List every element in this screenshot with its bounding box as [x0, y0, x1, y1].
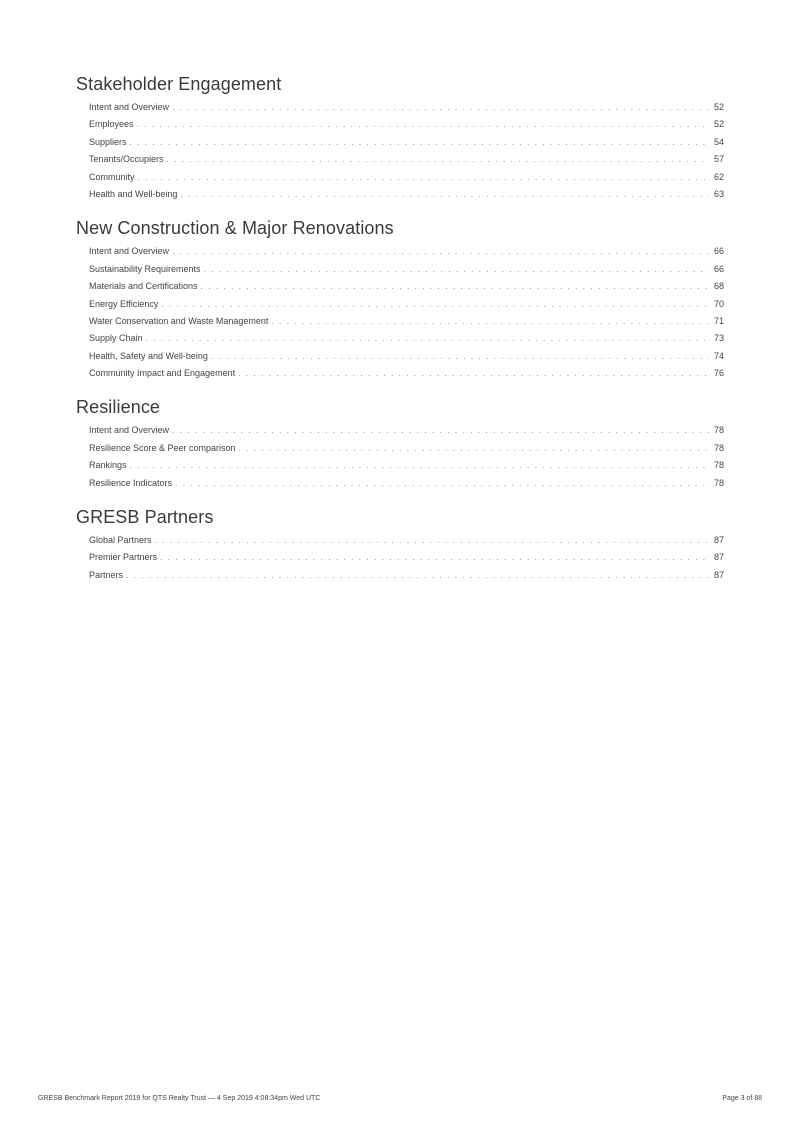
- toc-entry-label: Water Conservation and Waste Management: [89, 315, 269, 326]
- toc-entry-page-number: 68: [713, 281, 724, 292]
- toc-entry-page-number: 76: [713, 368, 724, 379]
- toc-entry-label: Community Impact and Engagement: [89, 368, 236, 379]
- dot-leader: [130, 138, 709, 147]
- section-heading: Stakeholder Engagement: [76, 74, 282, 94]
- toc-entry-page-number: 63: [713, 188, 724, 199]
- toc-entry-page-number: 78: [713, 460, 724, 471]
- toc-entry-page-number: 57: [713, 154, 724, 165]
- dot-leader: [138, 173, 709, 182]
- toc-entry-label: Resilience Indicators: [89, 477, 173, 488]
- dot-leader: [146, 334, 709, 343]
- dot-leader: [204, 265, 709, 274]
- toc-entry-list: [76, 535, 724, 587]
- dot-leader: [167, 155, 709, 164]
- toc-entry[interactable]: [89, 460, 724, 477]
- dot-leader: [211, 352, 709, 361]
- page-footer: [38, 1095, 762, 1102]
- dot-leader: [239, 444, 709, 453]
- toc-entry-page-number: 54: [713, 136, 724, 147]
- dot-leader: [238, 369, 709, 378]
- toc-entry-label: Global Partners: [89, 535, 152, 546]
- toc-entry-page-number: 66: [713, 263, 724, 274]
- dot-leader: [126, 571, 709, 580]
- toc-entry[interactable]: [89, 478, 724, 495]
- toc-entry-label: Partners: [89, 569, 124, 580]
- toc-entry-label: Community: [89, 171, 135, 182]
- toc-entry-page-number: 62: [713, 171, 724, 182]
- toc-entry-label: Rankings: [89, 460, 127, 471]
- dot-leader: [155, 536, 709, 545]
- dot-leader: [172, 247, 709, 256]
- footer-page-number: Page 3 of 88: [722, 1095, 762, 1102]
- table-of-contents: [76, 72, 724, 597]
- dot-leader: [175, 479, 709, 488]
- toc-entry[interactable]: [89, 299, 724, 316]
- toc-entry-label: Sustainability Requirements: [89, 263, 201, 274]
- toc-entry[interactable]: [89, 368, 724, 385]
- toc-entry-page-number: 87: [713, 569, 724, 580]
- toc-entry-label: Employees: [89, 119, 134, 130]
- toc-entry[interactable]: [89, 351, 724, 368]
- toc-entry-label: Materials and Certifications: [89, 281, 198, 292]
- toc-entry[interactable]: [89, 246, 724, 263]
- toc-entry-label: Resilience Score & Peer comparison: [89, 442, 236, 453]
- dot-leader: [172, 103, 709, 112]
- toc-entry-label: Intent and Overview: [89, 102, 170, 112]
- toc-entry-page-number: 87: [713, 552, 724, 563]
- footer-report-info: GRESB Benchmark Report 2019 for QTS Realty Trust — 4 Sep 2019 4:08:34pm Wed UTC: [38, 1095, 321, 1102]
- toc-entry[interactable]: [89, 102, 724, 119]
- toc-entry[interactable]: [89, 189, 724, 206]
- toc-section: [76, 72, 724, 206]
- toc-entry-label: Supply Chain: [89, 333, 143, 344]
- toc-entry-page-number: 78: [713, 477, 724, 488]
- toc-entry-page-number: 78: [713, 442, 724, 453]
- dot-leader: [160, 553, 709, 562]
- toc-entry[interactable]: [89, 570, 724, 587]
- toc-entry[interactable]: [89, 552, 724, 569]
- toc-entry[interactable]: [89, 119, 724, 136]
- toc-entry-page-number: 66: [713, 246, 724, 257]
- toc-entry-page-number: 73: [713, 333, 724, 344]
- toc-entry-list: [76, 246, 724, 385]
- toc-entry-label: Health, Safety and Well-being: [89, 350, 208, 361]
- toc-entry-list: [76, 102, 724, 206]
- toc-entry[interactable]: [89, 172, 724, 189]
- toc-entry[interactable]: [89, 535, 724, 552]
- toc-entry-label: Intent and Overview: [89, 246, 170, 257]
- toc-entry[interactable]: [89, 137, 724, 154]
- toc-entry-page-number: 87: [713, 535, 724, 546]
- toc-entry-page-number: 78: [713, 425, 724, 436]
- toc-section: [76, 395, 724, 495]
- toc-entry-label: Premier Partners: [89, 552, 158, 563]
- section-heading: GRESB Partners: [76, 507, 214, 528]
- toc-entry-label: Intent and Overview: [89, 425, 170, 436]
- section-heading: New Construction & Major Renovations: [76, 218, 394, 239]
- toc-entry-label: Energy Efficiency: [89, 298, 159, 309]
- toc-entry-label: Health and Well-being: [89, 188, 178, 199]
- dot-leader: [130, 461, 709, 470]
- toc-entry[interactable]: [89, 264, 724, 281]
- toc-entry-page-number: 71: [713, 315, 724, 326]
- toc-entry-label: Suppliers: [89, 136, 127, 147]
- toc-entry-label: Tenants/Occupiers: [89, 154, 164, 165]
- toc-entry-page-number: 52: [713, 119, 724, 130]
- toc-entry[interactable]: [89, 333, 724, 350]
- dot-leader: [172, 426, 709, 435]
- toc-entry-page-number: 70: [713, 298, 724, 309]
- toc-section: [76, 505, 724, 587]
- dot-leader: [271, 317, 709, 326]
- toc-entry[interactable]: [89, 281, 724, 298]
- toc-entry[interactable]: [89, 425, 724, 442]
- toc-entry-page-number: 52: [713, 102, 724, 112]
- dot-leader: [161, 300, 709, 309]
- toc-entry[interactable]: [89, 443, 724, 460]
- dot-leader: [180, 190, 709, 199]
- dot-leader: [201, 282, 709, 291]
- dot-leader: [137, 120, 709, 129]
- toc-entry[interactable]: [89, 154, 724, 171]
- toc-entry-list: [76, 425, 724, 495]
- toc-entry-page-number: 74: [713, 350, 724, 361]
- toc-entry[interactable]: [89, 316, 724, 333]
- section-heading: Resilience: [76, 397, 161, 418]
- toc-section: [76, 216, 724, 385]
